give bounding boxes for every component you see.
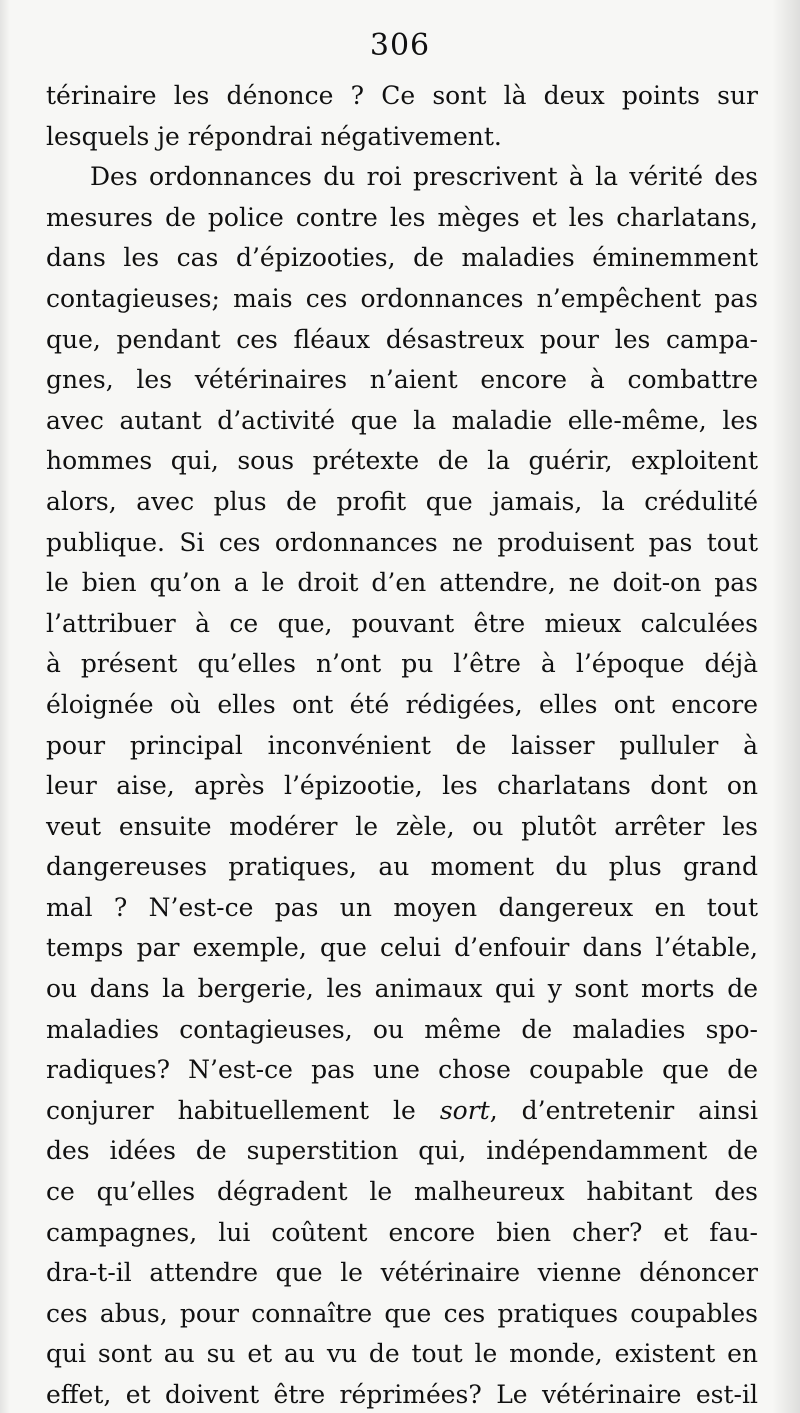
- text-line-8: gnes, les vétérinaires n’aient encore à combattre: [46, 365, 758, 395]
- text-line-20: dangereuses pratiques, au moment du plus grand: [46, 852, 758, 882]
- text-line-27: des idées de superstition qui, indépendamment de: [46, 1136, 758, 1166]
- page-right-edge-shadow: [772, 0, 800, 1413]
- text-line-4: mesures de police contre les mèges et les charlatans,: [46, 202, 758, 232]
- text-line-26-end: , d’entretenir ainsi: [489, 1095, 758, 1125]
- text-line-16: éloignée où elles ont été rédigées, elles ont encore: [46, 689, 758, 719]
- page-left-edge-shadow: [0, 0, 10, 1413]
- text-line-21: mal ? N’est-ce pas un moyen dangereux en tout: [46, 892, 758, 922]
- text-line-28: ce qu’elles dégradent le malheureux habitant des: [46, 1177, 758, 1207]
- text-line-23: ou dans la bergerie, les animaux qui y sont morts de: [46, 974, 758, 1004]
- page-number: 306: [369, 28, 431, 63]
- body-text: [46, 76, 758, 1413]
- text-line-29: campagnes, lui coûtent encore bien cher? et fau-: [46, 1217, 758, 1247]
- text-line-26: [46, 1091, 758, 1132]
- text-line-12: publique. Si ces ordonnances ne produisent pas tout: [46, 527, 758, 557]
- text-line-5: dans les cas d’épizooties, de maladies éminemment: [46, 243, 758, 273]
- text-line-32: qui sont au su et au vu de tout le monde, existent en: [46, 1339, 758, 1369]
- text-line-9: avec autant d’activité que la maladie elle-même, les: [46, 405, 758, 435]
- text-line-26-start: conjurer habituellement le: [46, 1095, 440, 1125]
- text-line-1: térinaire les dénonce ? Ce sont là deux points sur: [46, 81, 758, 110]
- text-line-33: effet, et doivent être réprimées? Le vétérinaire est-il: [46, 1380, 758, 1409]
- text-line-7: que, pendant ces fléaux désastreux pour les campa-: [46, 324, 758, 354]
- text-line-31: ces abus, pour connaître que ces pratiques coupables: [46, 1298, 758, 1328]
- text-line-13: le bien qu’on a le droit d’en attendre, ne doit-on pas: [46, 568, 758, 598]
- text-line-25: radiques? N’est-ce pas une chose coupable que de: [46, 1055, 758, 1085]
- text-line-11: alors, avec plus de profit que jamais, la crédulité: [46, 486, 758, 516]
- text-line-6: contagieuses; mais ces ordonnances n’empêchent pas: [46, 283, 758, 313]
- text-line-22: temps par exemple, que celui d’enfouir dans l’étable,: [46, 933, 758, 963]
- text-line-3: Des ordonnances du roi prescrivent à la vérité des: [90, 162, 758, 192]
- text-line-18: leur aise, après l’épizootie, les charlatans dont on: [46, 771, 758, 801]
- text-line-30: dra-t-il attendre que le vétérinaire vienne dénoncer: [46, 1258, 758, 1288]
- text-line-19: veut ensuite modérer le zèle, ou plutôt arrêter les: [46, 811, 758, 841]
- text-line-14: l’attribuer à ce que, pouvant être mieux calculées: [46, 608, 758, 638]
- text-line-17: pour principal inconvénient de laisser pulluler à: [46, 730, 758, 760]
- text-line-24: maladies contagieuses, ou même de maladies spo-: [46, 1014, 758, 1044]
- text-line-2: lesquels je répondrai négativement.: [46, 121, 502, 151]
- text-line-10: hommes qui, sous prétexte de la guérir, exploitent: [46, 446, 758, 476]
- italic-word-sort: sort: [439, 1095, 490, 1125]
- text-line-15: à présent qu’elles n’ont pu l’être à l’époque déjà: [46, 649, 758, 679]
